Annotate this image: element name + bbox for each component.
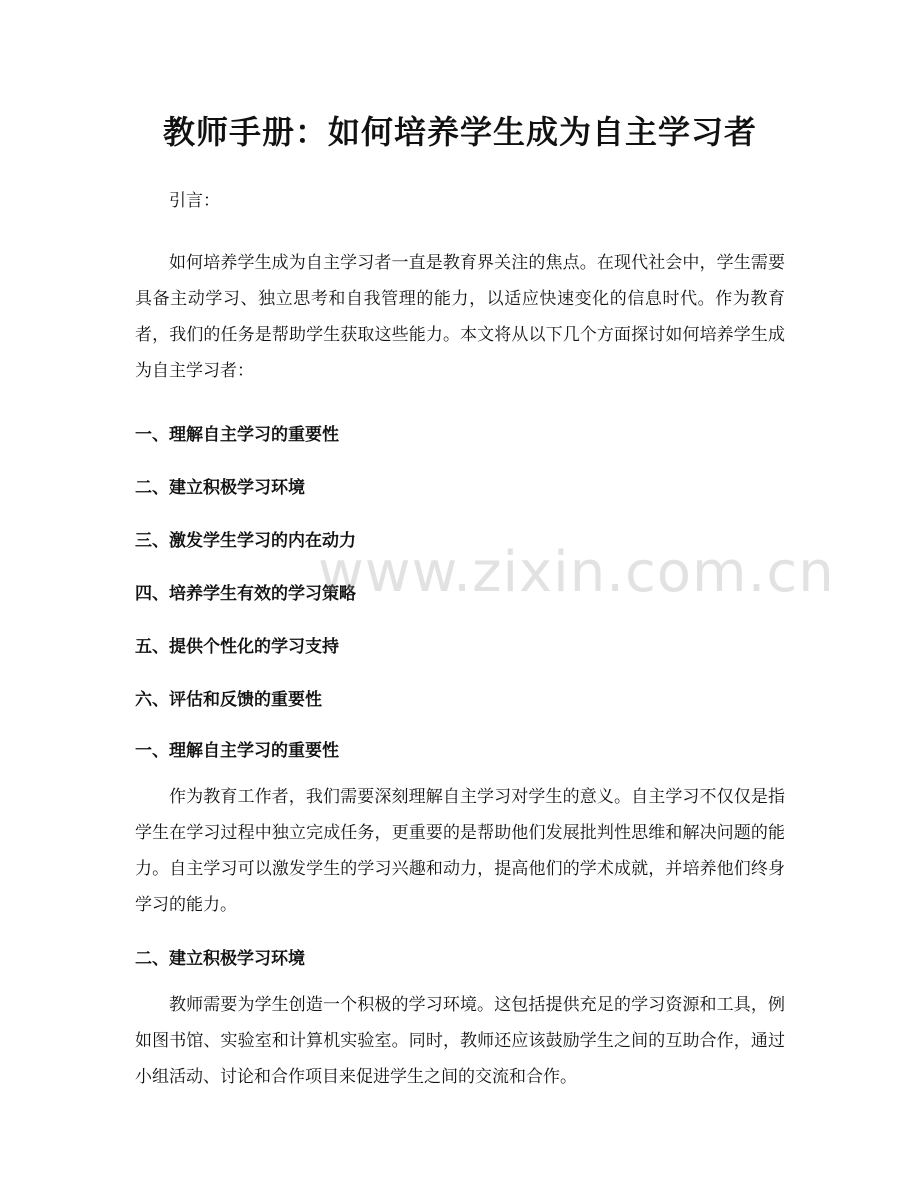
section-2 [135,935,785,1095]
watermark: www.zixin.com.cn [318,540,835,605]
toc-item-2: 二、建立积极学习环境 [135,478,305,498]
section-heading: 二、建立积极学习环境 [135,949,305,969]
document-body [135,183,785,1107]
toc-item-3: 三、激发学生学习的内在动力 [135,531,356,551]
toc-item-1: 一、理解自主学习的重要性 [135,425,339,445]
section-heading: 一、理解自主学习的重要性 [135,741,339,761]
table-of-contents [135,409,785,727]
section-paragraph: 作为教育工作者，我们需要深刻理解自主学习对学生的意义。自主学习不仅仅是指学生在学习过程中独立完成任务，更重要的是帮助他们发展批判性思维和解决问题的能力。自主学习可以激发学生的学习兴趣和动力，提高他们的学术成就，并培养他们终身学习的能力。 [135,787,785,915]
section-1 [135,727,785,923]
section-paragraph: 教师需要为学生创造一个积极的学习环境。这包括提供充足的学习资源和工具，例如图书馆、实验室和计算机实验室。同时，教师还应该鼓励学生之间的互助合作，通过小组活动、讨论和合作项目来促进学生之间的交流和合作。 [135,995,785,1087]
intro-paragraph: 如何培养学生成为自主学习者一直是教育界关注的焦点。在现代社会中，学生需要具备主动学习、独立思考和自我管理的能力，以适应快速变化的信息时代。作为教育者，我们的任务是帮助学生获取这些能力。本文将从以下几个方面探讨如何培养学生成为自主学习者： [135,253,785,381]
document-title: 教师手册：如何培养学生成为自主学习者 [162,113,757,151]
toc-item-6: 六、评估和反馈的重要性 [135,690,322,710]
intro-label: 引言： [169,191,220,211]
toc-item-5: 五、提供个性化的学习支持 [135,637,339,657]
toc-item-4: 四、培养学生有效的学习策略 [135,584,356,604]
